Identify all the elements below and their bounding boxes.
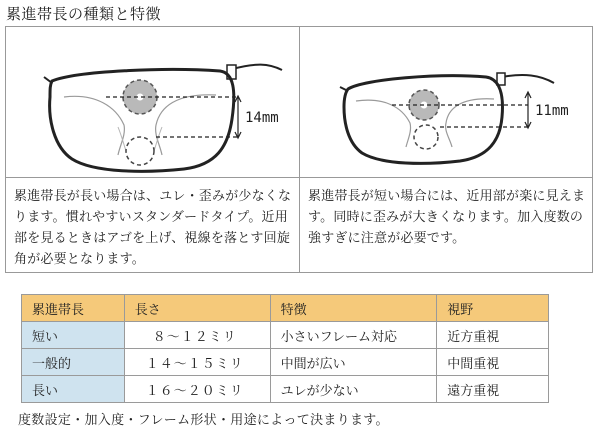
- footer-note: 度数設定・加入度・フレーム形状・用途によって決まります。: [18, 413, 389, 428]
- table-header-row: [22, 295, 549, 322]
- row-view: 遠方重視: [437, 376, 549, 403]
- row-feature: 中間が広い: [270, 349, 437, 376]
- diagram-panel: [5, 26, 593, 273]
- row-length: ８～１２ミリ: [124, 322, 270, 349]
- row-view: 近方重視: [437, 322, 549, 349]
- short-corridor-description: 累進帯長が短い場合には、近用部が楽に見えます。同時に歪みが大きくなります。加入度数の強すぎに注意が必要です。: [308, 189, 586, 246]
- corridor-curve-right: [156, 95, 216, 155]
- row-feature: ユレが少ない: [270, 376, 437, 403]
- near-zone-circle: [126, 137, 154, 165]
- row-type: 一般的: [22, 349, 125, 376]
- short-corridor-lens-figure: [300, 27, 592, 177]
- corridor-curve-left: [64, 96, 124, 155]
- table-row: [22, 376, 549, 403]
- row-view: 中間重視: [437, 349, 549, 376]
- header-feature: 特徴: [270, 295, 437, 322]
- table-row: [22, 322, 549, 349]
- horizontal-divider: [6, 177, 592, 178]
- frame-temple: [232, 65, 282, 70]
- table-row: [22, 349, 549, 376]
- row-feature: 小さいフレーム対応: [270, 322, 437, 349]
- long-corridor-lens-figure: [6, 27, 298, 177]
- page-title: 累進帯長の種類と特徴: [6, 5, 162, 23]
- frame-temple: [502, 75, 554, 83]
- row-length: １６～２０ミリ: [124, 376, 270, 403]
- header-corridor-length: 累進帯長: [22, 295, 125, 322]
- row-type: 長い: [22, 376, 125, 403]
- header-view: 視野: [437, 295, 549, 322]
- row-type: 短い: [22, 322, 125, 349]
- corridor-curve-right: [446, 99, 494, 147]
- corridor-curve-left: [356, 100, 411, 147]
- header-length: 長さ: [124, 295, 270, 322]
- measure-label: 14mm: [245, 110, 279, 126]
- corridor-length-table: [21, 294, 549, 403]
- row-length: １４～１５ミリ: [124, 349, 270, 376]
- measure-label: 11mm: [535, 103, 569, 119]
- long-corridor-description: 累進帯長が長い場合は、ユレ・歪みが少なくなります。慣れやすいスタンダードタイプ。近用部を見るときはアゴを上げ、視線を落とす回旋角が必要となります。: [14, 189, 292, 267]
- near-zone-circle: [414, 125, 438, 149]
